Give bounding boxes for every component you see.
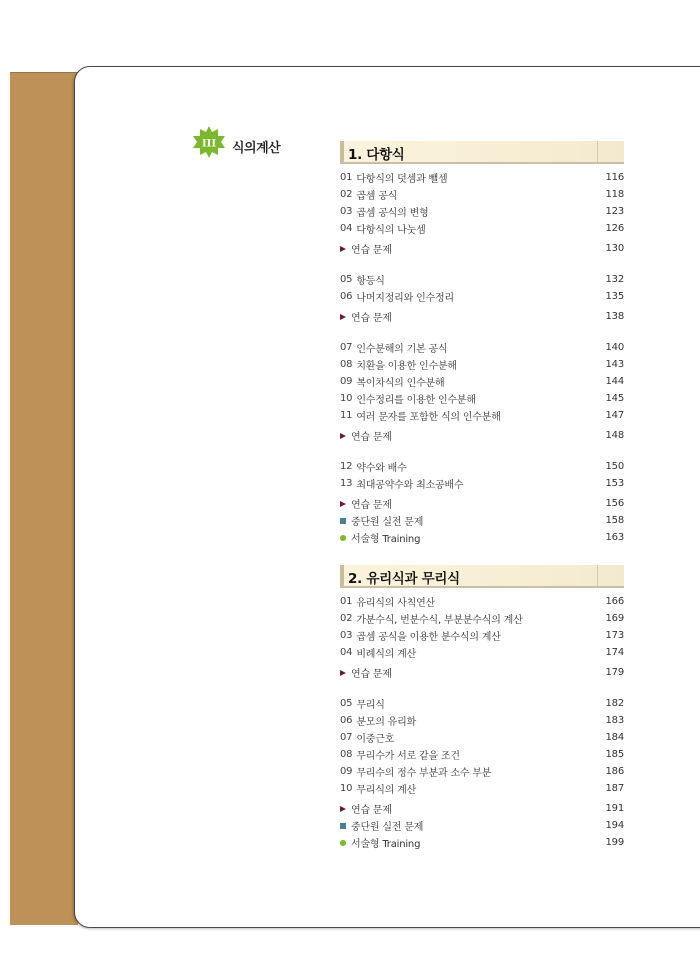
toc-item-label: 가분수식, 번분수식, 부분분수식의 계산 [356,615,523,626]
toc-item-page: 153 [605,478,624,489]
toc-item[interactable] [340,373,624,390]
toc-item-left [340,781,416,796]
toc-item-number: 05 [340,274,353,285]
toc-item-left [340,835,420,850]
toc-item-left [340,187,397,202]
toc-item-page: 174 [605,647,624,658]
toc-item-number: 12 [340,461,353,472]
toc-item[interactable] [340,169,624,186]
toc-item-label: 중단원 실전 문제 [351,822,424,833]
toc-item-number: 07 [340,732,353,743]
toc-item[interactable] [340,271,624,288]
toc-extra-item[interactable] [340,664,624,681]
toc-item-left [340,645,416,660]
toc-item[interactable] [340,458,624,475]
toc-item-label: 최대공약수와 최소공배수 [356,480,464,491]
toc-item-page: 130 [605,243,624,254]
header-divider [597,141,599,162]
toc-item-left [340,730,394,745]
toc-item-left [340,272,385,287]
square-bullet-icon [340,518,346,524]
toc-item-left [340,696,385,711]
toc-item-left [340,221,426,236]
toc-item-page: 123 [605,206,624,217]
toc-item-page: 184 [605,732,624,743]
group-gap [340,325,624,339]
toc-extra-item[interactable] [340,529,624,546]
toc-item-page: 148 [605,430,624,441]
toc-item-left [340,357,457,372]
toc-item[interactable] [340,339,624,356]
toc-item-label: 연습 문제 [351,432,392,443]
chapter-numeral: III [201,138,217,150]
toc-item-label: 여러 문자를 포함한 식의 인수분해 [356,412,501,423]
toc-entries [340,164,624,546]
toc-item-page: 144 [605,376,624,387]
toc-item-page: 186 [605,766,624,777]
toc-item-label: 복이차식의 인수분해 [356,378,445,389]
toc-item-number: 03 [340,206,353,217]
toc-item-label: 인수정리를 이용한 인수분해 [356,395,476,406]
toc-item-label: 연습 문제 [351,669,392,680]
toc-item-label: 연습 문제 [351,805,392,816]
toc-item-left [340,818,423,833]
square-bullet-icon [340,823,346,829]
toc-item-page: 169 [605,613,624,624]
triangle-bullet-icon [340,501,346,507]
toc-item-left [340,530,420,545]
triangle-bullet-icon [340,246,346,252]
toc-item-label: 무리식 [356,700,385,711]
toc-item-left [340,408,501,423]
toc-item-page: 194 [605,820,624,831]
toc-item-left [340,309,392,324]
toc-item-label: 유리식의 사칙연산 [356,598,435,609]
header-divider [597,565,599,586]
toc-item-left [340,513,423,528]
toc-item-label: 치환을 이용한 인수분해 [356,361,457,372]
toc-item-number: 06 [340,715,353,726]
toc-item[interactable] [340,729,624,746]
toc-item-page: 191 [605,803,624,814]
toc-item[interactable] [340,780,624,797]
toc-item-page: 145 [605,393,624,404]
toc-item-left [340,476,463,491]
toc-item-label: 무리식의 계산 [356,785,417,796]
toc-item-number: 01 [340,596,353,607]
header-accent [340,141,344,162]
toc-item-label: 인수분해의 기본 공식 [356,344,448,355]
toc-item-label: 약수와 배수 [356,463,407,474]
toc-item[interactable] [340,644,624,661]
toc-item-number: 04 [340,223,353,234]
toc-item-number: 09 [340,766,353,777]
toc-item-label: 곱셈 공식의 변형 [356,208,429,219]
toc-item-page: 138 [605,311,624,322]
toc-item-number: 09 [340,376,353,387]
group-gap [340,444,624,458]
toc-item-number: 10 [340,783,353,794]
toc-item-left [340,594,435,609]
toc-item[interactable] [340,390,624,407]
toc-item-label: 곱셈 공식을 이용한 분수식의 계산 [356,632,501,643]
toc-item-label: 서술형 Training [351,534,421,545]
toc-item-page: 179 [605,667,624,678]
toc-item-label: 연습 문제 [351,500,392,511]
toc-item-page: 132 [605,274,624,285]
toc-item-page: 143 [605,359,624,370]
toc-item-label: 다항식의 나눗셈 [356,225,426,236]
toc-item-number: 10 [340,393,353,404]
book-edge-strip [10,72,78,925]
toc-item-page: 166 [605,596,624,607]
toc-item[interactable] [340,203,624,220]
toc-item-page: 147 [605,410,624,421]
toc-item-number: 04 [340,647,353,658]
toc-item-page: 182 [605,698,624,709]
toc-item-left [340,340,447,355]
toc-item-page: 173 [605,630,624,641]
toc-item-left [340,496,392,511]
toc-item-label: 비례식의 계산 [356,649,417,660]
triangle-bullet-icon [340,806,346,812]
section-header [340,141,624,164]
toc-item-label: 중단원 실전 문제 [351,517,424,528]
toc-item[interactable] [340,407,624,424]
toc-item-left [340,747,460,762]
toc-item[interactable] [340,746,624,763]
toc-item-label: 서술형 Training [351,839,421,850]
circle-bullet-icon [340,840,346,846]
toc-item-page: 135 [605,291,624,302]
toc-extra-item[interactable] [340,427,624,444]
toc-item-number: 02 [340,189,353,200]
toc-item-label: 곱셈 공식 [356,191,398,202]
toc-item-page: 158 [605,515,624,526]
toc-item-left [340,801,392,816]
toc-item[interactable] [340,288,624,305]
toc-item-label: 분모의 유리화 [356,717,417,728]
toc-item-number: 11 [340,410,353,421]
toc-item-label: 다항식의 덧셈과 뺄셈 [356,174,448,185]
toc-extra-item[interactable] [340,800,624,817]
group-gap [340,681,624,695]
toc-item-number: 01 [340,172,353,183]
toc-item-page: 140 [605,342,624,353]
toc-item-left [340,713,416,728]
toc-item-left [340,628,501,643]
chapter-numeral-badge [193,126,225,158]
toc-extra-item[interactable] [340,495,624,512]
toc-item[interactable] [340,220,624,237]
toc-item-number: 13 [340,478,353,489]
toc-item[interactable] [340,610,624,627]
section-title: 1. 다항식 [348,147,405,163]
toc-item-label: 연습 문제 [351,245,392,256]
section-polynomials [340,141,624,546]
toc-item-number: 02 [340,613,353,624]
triangle-bullet-icon [340,433,346,439]
toc-item-page: 185 [605,749,624,760]
toc-item-number: 06 [340,291,353,302]
toc-item-left [340,428,392,443]
toc-item-label: 무리수가 서로 같을 조건 [356,751,460,762]
toc-entries [340,588,624,851]
triangle-bullet-icon [340,314,346,320]
toc-item[interactable] [340,356,624,373]
toc-item[interactable] [340,475,624,492]
toc-item[interactable] [340,627,624,644]
toc-item-left [340,665,392,680]
toc-extra-item[interactable] [340,240,624,257]
toc-extra-item[interactable] [340,834,624,851]
toc-item-page: 118 [605,189,624,200]
toc-item-number: 08 [340,359,353,370]
toc-item-label: 항등식 [356,276,385,287]
toc-item-left [340,374,444,389]
toc-item-page: 126 [605,223,624,234]
toc-item-number: 03 [340,630,353,641]
triangle-bullet-icon [340,670,346,676]
group-gap [340,257,624,271]
toc-item-left [340,204,429,219]
toc-item-page: 187 [605,783,624,794]
header-accent [340,565,344,586]
toc-item-label: 나머지정리와 인수정리 [356,293,454,304]
section-header [340,565,624,588]
toc-item-page: 163 [605,532,624,543]
toc-extra-item[interactable] [340,817,624,834]
chapter-title: 식의계산 [232,141,281,156]
toc-item-page: 150 [605,461,624,472]
toc-item[interactable] [340,593,624,610]
toc-item-left [340,391,476,406]
toc-item-left [340,764,491,779]
toc-item-left [340,459,407,474]
toc-item-left [340,241,392,256]
toc-item[interactable] [340,712,624,729]
toc-item-number: 08 [340,749,353,760]
toc-item-page: 156 [605,498,624,509]
toc-item[interactable] [340,763,624,780]
circle-bullet-icon [340,535,346,541]
toc-item-label: 무리수의 정수 부분과 소수 부분 [356,768,492,779]
toc-item-number: 05 [340,698,353,709]
toc-extra-item[interactable] [340,512,624,529]
toc-item-left [340,289,454,304]
toc-item-number: 07 [340,342,353,353]
toc-item-left [340,170,447,185]
section-rational-irrational [340,565,624,851]
toc-item[interactable] [340,695,624,712]
toc-item[interactable] [340,186,624,203]
toc-item-page: 199 [605,837,624,848]
toc-item-page: 183 [605,715,624,726]
toc-item-left [340,611,523,626]
toc-item-page: 116 [605,172,624,183]
toc-extra-item[interactable] [340,308,624,325]
section-title: 2. 유리식과 무리식 [348,571,460,587]
toc-item-label: 연습 문제 [351,313,392,324]
toc-item-label: 이중근호 [356,734,395,745]
